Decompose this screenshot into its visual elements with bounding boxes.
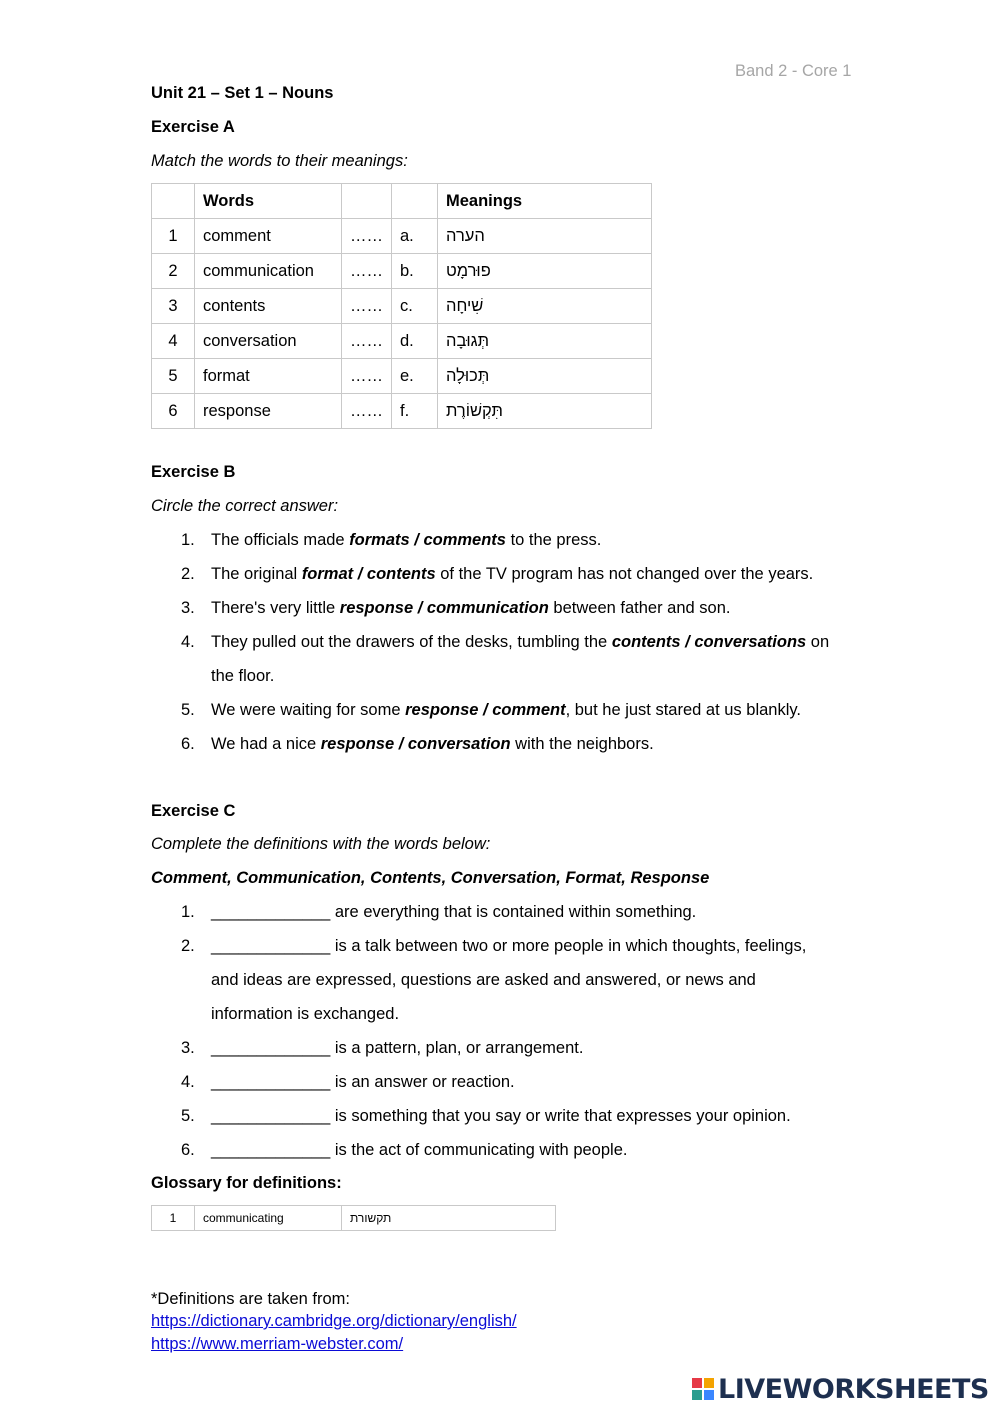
word-cell: response [195,394,342,429]
list-item: 3. _____________ is a pattern, plan, or arrangement. [181,1039,584,1057]
meaning-letter: f. [392,394,438,429]
merriam-webster-link[interactable]: https://www.merriam-webster.com/ [151,1335,404,1353]
exercise-a-instruction: Match the words to their meanings: [151,152,408,170]
meaning-letter: e. [392,359,438,394]
blank-field[interactable]: _____________ [211,903,331,921]
exercise-c-heading: Exercise C [151,802,236,820]
word-bank: Comment, Communication, Contents, Conversation, Format, Response [151,869,710,887]
answer-slot[interactable]: …… [342,289,392,324]
answer-slot[interactable]: …… [342,254,392,289]
answer-choice[interactable]: response / conversation [320,735,511,753]
word-cell: contents [195,289,342,324]
row-number: 6 [152,394,195,429]
col-meanings: Meanings [438,184,652,219]
table-row [152,394,652,429]
list-item: 2. _____________ is a talk between two or more people in which thoughts, feelings, and ideas are expressed, questions are asked and answered, or news and information is exchanged. [181,937,807,1023]
list-item: 5. We were waiting for some response / comment, but he just stared at us blankly. [181,701,801,719]
blank-field[interactable]: _____________ [211,1039,331,1057]
blank-field[interactable]: _____________ [211,1107,331,1125]
word-cell: format [195,359,342,394]
exercise-a-heading: Exercise A [151,118,235,136]
blank-field[interactable]: _____________ [211,937,331,955]
liveworksheets-brand[interactable] [692,1373,989,1405]
list-item: 1. The officials made formats / comments to the press. [181,531,602,549]
logo-square [692,1390,702,1400]
answer-slot[interactable]: …… [342,219,392,254]
table-row [152,254,652,289]
meaning-letter: b. [392,254,438,289]
cambridge-link[interactable]: https://dictionary.cambridge.org/dictionary/english/ [151,1312,517,1330]
word-cell: communication [195,254,342,289]
answer-slot[interactable]: …… [342,359,392,394]
list-item: 4. They pulled out the drawers of the desks, tumbling the contents / conversations on the floor. [181,633,830,685]
row-number: 5 [152,359,195,394]
meaning-letter: d. [392,324,438,359]
meaning-cell: פוּרמָט [438,254,652,289]
table-row [152,1206,556,1231]
list-item: 6. We had a nice response / conversation with the neighbors. [181,735,654,753]
exercise-b-heading: Exercise B [151,463,236,481]
meaning-cell: תִּקְשׁוֹרֶת [438,394,652,429]
answer-choice[interactable]: response / comment [405,701,566,719]
exercise-b-list [151,523,851,761]
page-header: Band 2 - Core 1 [735,62,852,80]
col-words: Words [195,184,342,219]
exercise-c-instruction: Complete the definitions with the words below: [151,835,491,853]
meaning-cell: תְּכוּלָה [438,359,652,394]
exercise-b-instruction: Circle the correct answer: [151,497,339,515]
liveworksheets-logo-icon [692,1378,714,1400]
meaning-cell: תְּגוּבָה [438,324,652,359]
row-number: 1 [152,1206,195,1231]
brand-name: LIVEWORKSHEETS [718,1373,989,1405]
meaning-cell: הערה [438,219,652,254]
logo-square [704,1378,714,1388]
word-cell: communicating [195,1206,342,1231]
logo-square [704,1390,714,1400]
row-number: 4 [152,324,195,359]
meaning-cell: תקשורת [342,1206,556,1231]
blank-field[interactable]: _____________ [211,1141,331,1159]
glossary-table [151,1205,556,1231]
row-number: 3 [152,289,195,324]
list-item: 6. _____________ is the act of communicating with people. [181,1141,628,1159]
table-row [152,359,652,394]
meaning-cell: שִׁיחָה [438,289,652,324]
blank-field[interactable]: _____________ [211,1073,331,1091]
table-row [152,219,652,254]
page-title: Unit 21 – Set 1 – Nouns [151,84,334,102]
row-number: 1 [152,219,195,254]
row-number: 2 [152,254,195,289]
table-row [152,324,652,359]
answer-slot[interactable]: …… [342,324,392,359]
table-row [152,289,652,324]
answer-slot[interactable]: …… [342,394,392,429]
list-item: 2. The original format / contents of the TV program has not changed over the years. [181,565,814,583]
meaning-letter: c. [392,289,438,324]
matching-table [151,183,652,429]
list-item: 3. There's very little response / communication between father and son. [181,599,731,617]
word-cell: comment [195,219,342,254]
answer-choice[interactable]: response / communication [339,599,549,617]
list-item: 5. _____________ is something that you say or write that expresses your opinion. [181,1107,791,1125]
list-item: 4. _____________ is an answer or reaction. [181,1073,515,1091]
meaning-letter: a. [392,219,438,254]
sources-note: *Definitions are taken from: [151,1290,351,1308]
answer-choice[interactable]: format / contents [301,565,436,583]
answer-choice[interactable]: contents / conversations [611,633,807,651]
logo-square [692,1378,702,1388]
list-item: 1. _____________ are everything that is contained within something. [181,903,697,921]
word-cell: conversation [195,324,342,359]
answer-choice[interactable]: formats / comments [349,531,506,549]
table-header-row [152,184,652,219]
exercise-c-list [151,895,851,1167]
glossary-heading: Glossary for definitions: [151,1174,342,1192]
